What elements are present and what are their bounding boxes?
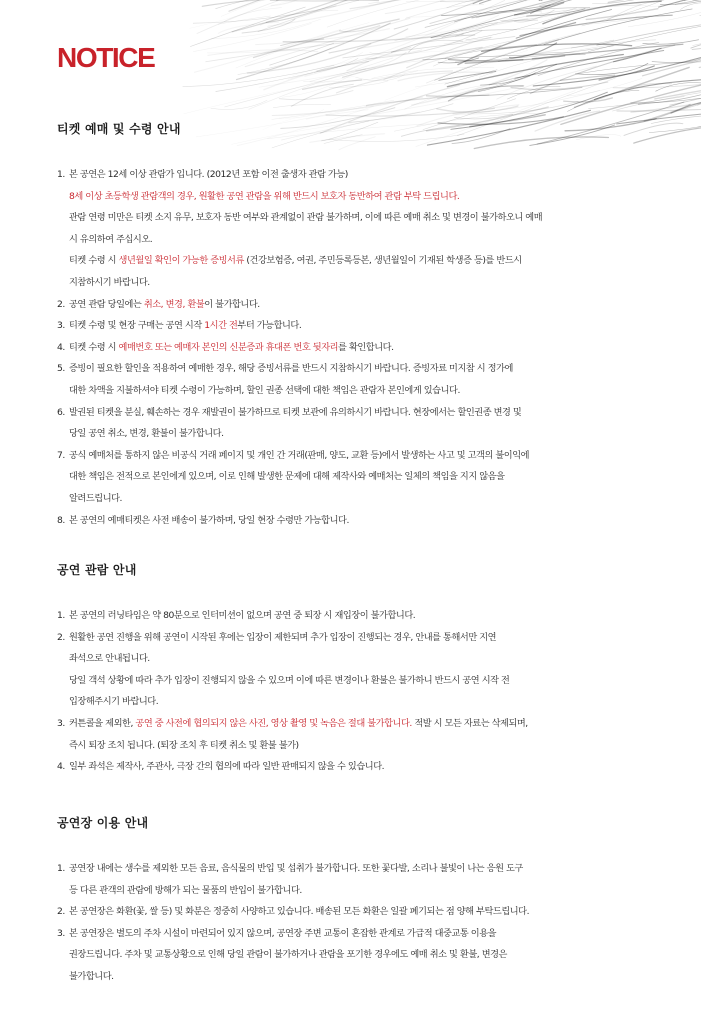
- venue-section: [57, 816, 657, 988]
- ticket-section: [57, 122, 657, 531]
- item-text: 입장해주시기 바랍니다.: [69, 696, 159, 708]
- item-number: 7.: [57, 449, 65, 461]
- item-number: 4.: [57, 761, 65, 773]
- list-item: [57, 337, 657, 359]
- item-line: [57, 880, 657, 902]
- item-line: [57, 337, 657, 359]
- brush-stroke: [249, 58, 393, 109]
- brush-stroke: [291, 84, 353, 106]
- item-text: 티켓 수령 및 현장 구매는 공연 시작: [69, 320, 205, 332]
- brush-stroke: [270, 43, 334, 65]
- list-item: [57, 713, 657, 756]
- item-line: [57, 445, 657, 467]
- item-text: 본 공연장은 화환(꽃, 쌀 등) 및 화분은 정중히 사양하고 있습니다. 배송된 모든 화환은 일괄 폐기되는 점 양해 부탁드립니다.: [69, 906, 530, 918]
- item-line: [57, 627, 657, 649]
- item-line: [57, 756, 657, 778]
- item-text: (건강보험증, 여권, 주민등록등본, 생년월일이 기재된 학생증 등)를 반드시: [243, 255, 522, 267]
- item-text: 대한 차액을 지불하셔야 티켓 수령이 가능하며, 할인 권종 선택에 대한 책임은 관람자 본인에게 있습니다.: [69, 384, 460, 396]
- item-line: [57, 402, 657, 424]
- item-line: [57, 207, 657, 229]
- brush-stroke: [586, 9, 658, 20]
- item-text: 관람 연령 미만은 티켓 소지 유무, 보호자 동반 여부와 관계없이 관람 불가하며, 이에 따른 예매 취소 및 변경이 불가하오니 예매: [69, 212, 543, 224]
- item-line: [57, 380, 657, 402]
- brush-stroke: [466, 13, 570, 40]
- brush-stroke: [273, 104, 331, 107]
- item-number: 6.: [57, 406, 65, 418]
- item-number: 2.: [57, 906, 65, 918]
- item-line: [57, 315, 657, 337]
- item-line: [57, 858, 657, 880]
- item-line: [57, 901, 657, 923]
- item-number: 1.: [57, 610, 65, 621]
- item-line: [57, 944, 657, 966]
- item-text: 시 유의하여 주십시오.: [69, 233, 153, 245]
- item-number: 4.: [57, 341, 65, 353]
- item-number: 3.: [57, 927, 65, 939]
- list-item: [57, 294, 657, 316]
- list-item: [57, 605, 657, 627]
- brush-stroke: [279, 91, 353, 100]
- item-line: [57, 488, 657, 510]
- item-line: [57, 648, 657, 670]
- brush-stroke: [183, 65, 334, 87]
- highlight-text: 취소, 변경, 환불: [143, 298, 205, 310]
- venue-list: [57, 858, 657, 988]
- item-text: 본 공연장은 별도의 주차 시설이 마련되어 있지 않으며, 공연장 주변 교통이 혼잡한 관계로 가급적 대중교통 이용을: [69, 927, 497, 939]
- item-line: [57, 670, 657, 692]
- item-text: 알려드립니다.: [69, 492, 123, 504]
- item-text: 커튼콜을 제외한,: [69, 717, 136, 729]
- item-number: 2.: [57, 631, 65, 643]
- item-line: [57, 186, 657, 208]
- item-text: 부터 가능합니다.: [237, 320, 302, 332]
- item-number: 3.: [57, 320, 65, 332]
- item-text: 불가합니다.: [69, 970, 114, 982]
- venue-section-title: 공연장 이용 안내: [57, 816, 149, 830]
- brush-stroke: [599, 66, 654, 80]
- list-item: [57, 510, 657, 532]
- item-line: [57, 713, 657, 735]
- list-item: [57, 358, 657, 401]
- item-text: 본 공연의 러닝타임은 약 80분으로 인터미션이 없으며 공연 중 퇴장 시 재입장이 불가합니다.: [69, 610, 416, 621]
- list-item: [57, 923, 657, 988]
- item-text: 적발 시 모든 자료는 삭제되며,: [411, 717, 528, 729]
- item-text: 공연 관람 당일에는: [69, 298, 144, 310]
- highlight-text: 공연 중 사전에 협의되지 않은 사진, 영상 촬영 및 녹음은 절대 불가합니다.: [135, 717, 412, 729]
- brush-stroke: [305, 18, 466, 76]
- viewing-section: [57, 563, 657, 778]
- list-item: [57, 164, 657, 294]
- item-text: 등 다른 관객의 관람에 방해가 되는 물품의 반입이 불가합니다.: [69, 884, 302, 896]
- highlight-text: 생년월일 확인이 가능한 증빙서류: [118, 255, 244, 267]
- item-text: 즉시 퇴장 조치 됩니다. (퇴장 조치 후 티켓 취소 및 환불 불가): [69, 739, 299, 751]
- item-text: 당일 공연 취소, 변경, 환불이 불가합니다.: [69, 428, 224, 440]
- item-number: 1.: [57, 863, 65, 874]
- ticket-section-title: 티켓 예매 및 수령 안내: [57, 122, 181, 136]
- viewing-list: [57, 605, 657, 778]
- item-number: 3.: [57, 717, 65, 729]
- item-number: 5.: [57, 363, 65, 375]
- item-text: 좌석으로 안내됩니다.: [69, 653, 150, 665]
- item-number: 2.: [57, 298, 65, 310]
- item-line: [57, 294, 657, 316]
- item-line: [57, 164, 657, 186]
- item-line: [57, 735, 657, 757]
- list-item: [57, 901, 657, 923]
- item-line: [57, 923, 657, 945]
- item-line: [57, 510, 657, 532]
- item-line: [57, 966, 657, 988]
- item-text: 대한 책임은 전적으로 본인에게 있으며, 이로 인해 발생한 문제에 대해 제작사와 예매처는 일체의 책임을 지지 않음을: [69, 471, 505, 483]
- item-text: 일부 좌석은 제작사, 주관사, 극장 간의 협의에 따라 일반 판매되지 않을 수 있습니다.: [69, 761, 385, 773]
- list-item: [57, 756, 657, 778]
- item-line: [57, 423, 657, 445]
- item-number: 1.: [57, 169, 65, 180]
- item-line: [57, 605, 657, 627]
- item-text: 공연장 내에는 생수를 제외한 모든 음료, 음식물의 반입 및 섭취가 불가합니다. 또한 꽃다발, 소리나 불빛이 나는 응원 도구: [69, 863, 523, 874]
- item-text: 당일 객석 상황에 따라 추가 입장이 진행되지 않을 수 있으며 이에 따른 변경이나 환불은 불가하니 반드시 공연 시작 전: [69, 674, 510, 686]
- item-text: 티켓 수령 시: [69, 255, 119, 267]
- item-text: 권장드립니다. 주차 및 교통상황으로 인해 당일 관람이 불가하거나 관람을 포기한 경우에도 예매 취소 및 환불, 변경은: [69, 949, 507, 961]
- list-item: [57, 315, 657, 337]
- item-text: 공식 예매처를 통하지 않은 비공식 거래 페이지 및 개인 간 거래(판매, 양도, 교환 등)에서 발생하는 사고 및 고객의 불이익에: [69, 449, 530, 461]
- item-text: 를 확인합니다.: [338, 341, 394, 353]
- item-text: 본 공연은 12세 이상 관람가 입니다. (2012년 포함 이전 출생자 관람 가능): [69, 169, 348, 180]
- list-item: [57, 402, 657, 445]
- item-text: 이 불가합니다.: [204, 298, 260, 310]
- item-line: [57, 229, 657, 251]
- item-line: [57, 691, 657, 713]
- item-text: 본 공연의 예매티켓은 사전 배송이 불가하며, 당일 현장 수령만 가능합니다.: [69, 514, 349, 526]
- ticket-list: [57, 164, 657, 531]
- brush-stroke: [236, 23, 369, 69]
- item-text: 증빙이 필요한 할인을 적용하여 예매한 경우, 해당 증빙서류를 반드시 지참하시기 바랍니다. 증빙자료 미지참 시 정가에: [69, 363, 513, 375]
- item-line: [57, 250, 657, 272]
- list-item: [57, 627, 657, 713]
- item-text: 지참하시기 바랍니다.: [69, 276, 150, 288]
- list-item: [57, 445, 657, 510]
- highlight-text: 8세 이상 초등학생 관람객의 경우, 원활한 공연 관람을 위해 반드시 보호자 동반하여 관람 부탁 드립니다.: [69, 190, 460, 202]
- list-item: [57, 858, 657, 901]
- item-number: 8.: [57, 514, 65, 526]
- item-line: [57, 358, 657, 380]
- brush-stroke: [229, 0, 372, 11]
- item-line: [57, 466, 657, 488]
- item-line: [57, 272, 657, 294]
- item-text: 티켓 수령 시: [69, 341, 119, 353]
- item-text: 원활한 공연 진행을 위해 공연이 시작된 후에는 입장이 제한되며 추가 입장이 진행되는 경우, 안내를 통해서만 지연: [69, 631, 497, 643]
- highlight-text: 예매번호 또는 예매자 본인의 신분증과 휴대폰 번호 뒷자리: [118, 341, 339, 353]
- item-text: 발권된 티켓을 분실, 훼손하는 경우 재발권이 불가하므로 티켓 보관에 유의하시기 바랍니다. 현장에서는 할인권종 변경 및: [69, 406, 522, 418]
- viewing-section-title: 공연 관람 안내: [57, 563, 137, 577]
- notice-title: NOTICE: [57, 42, 155, 73]
- brush-stroke: [652, 55, 701, 63]
- highlight-text: 1시간 전: [204, 320, 238, 332]
